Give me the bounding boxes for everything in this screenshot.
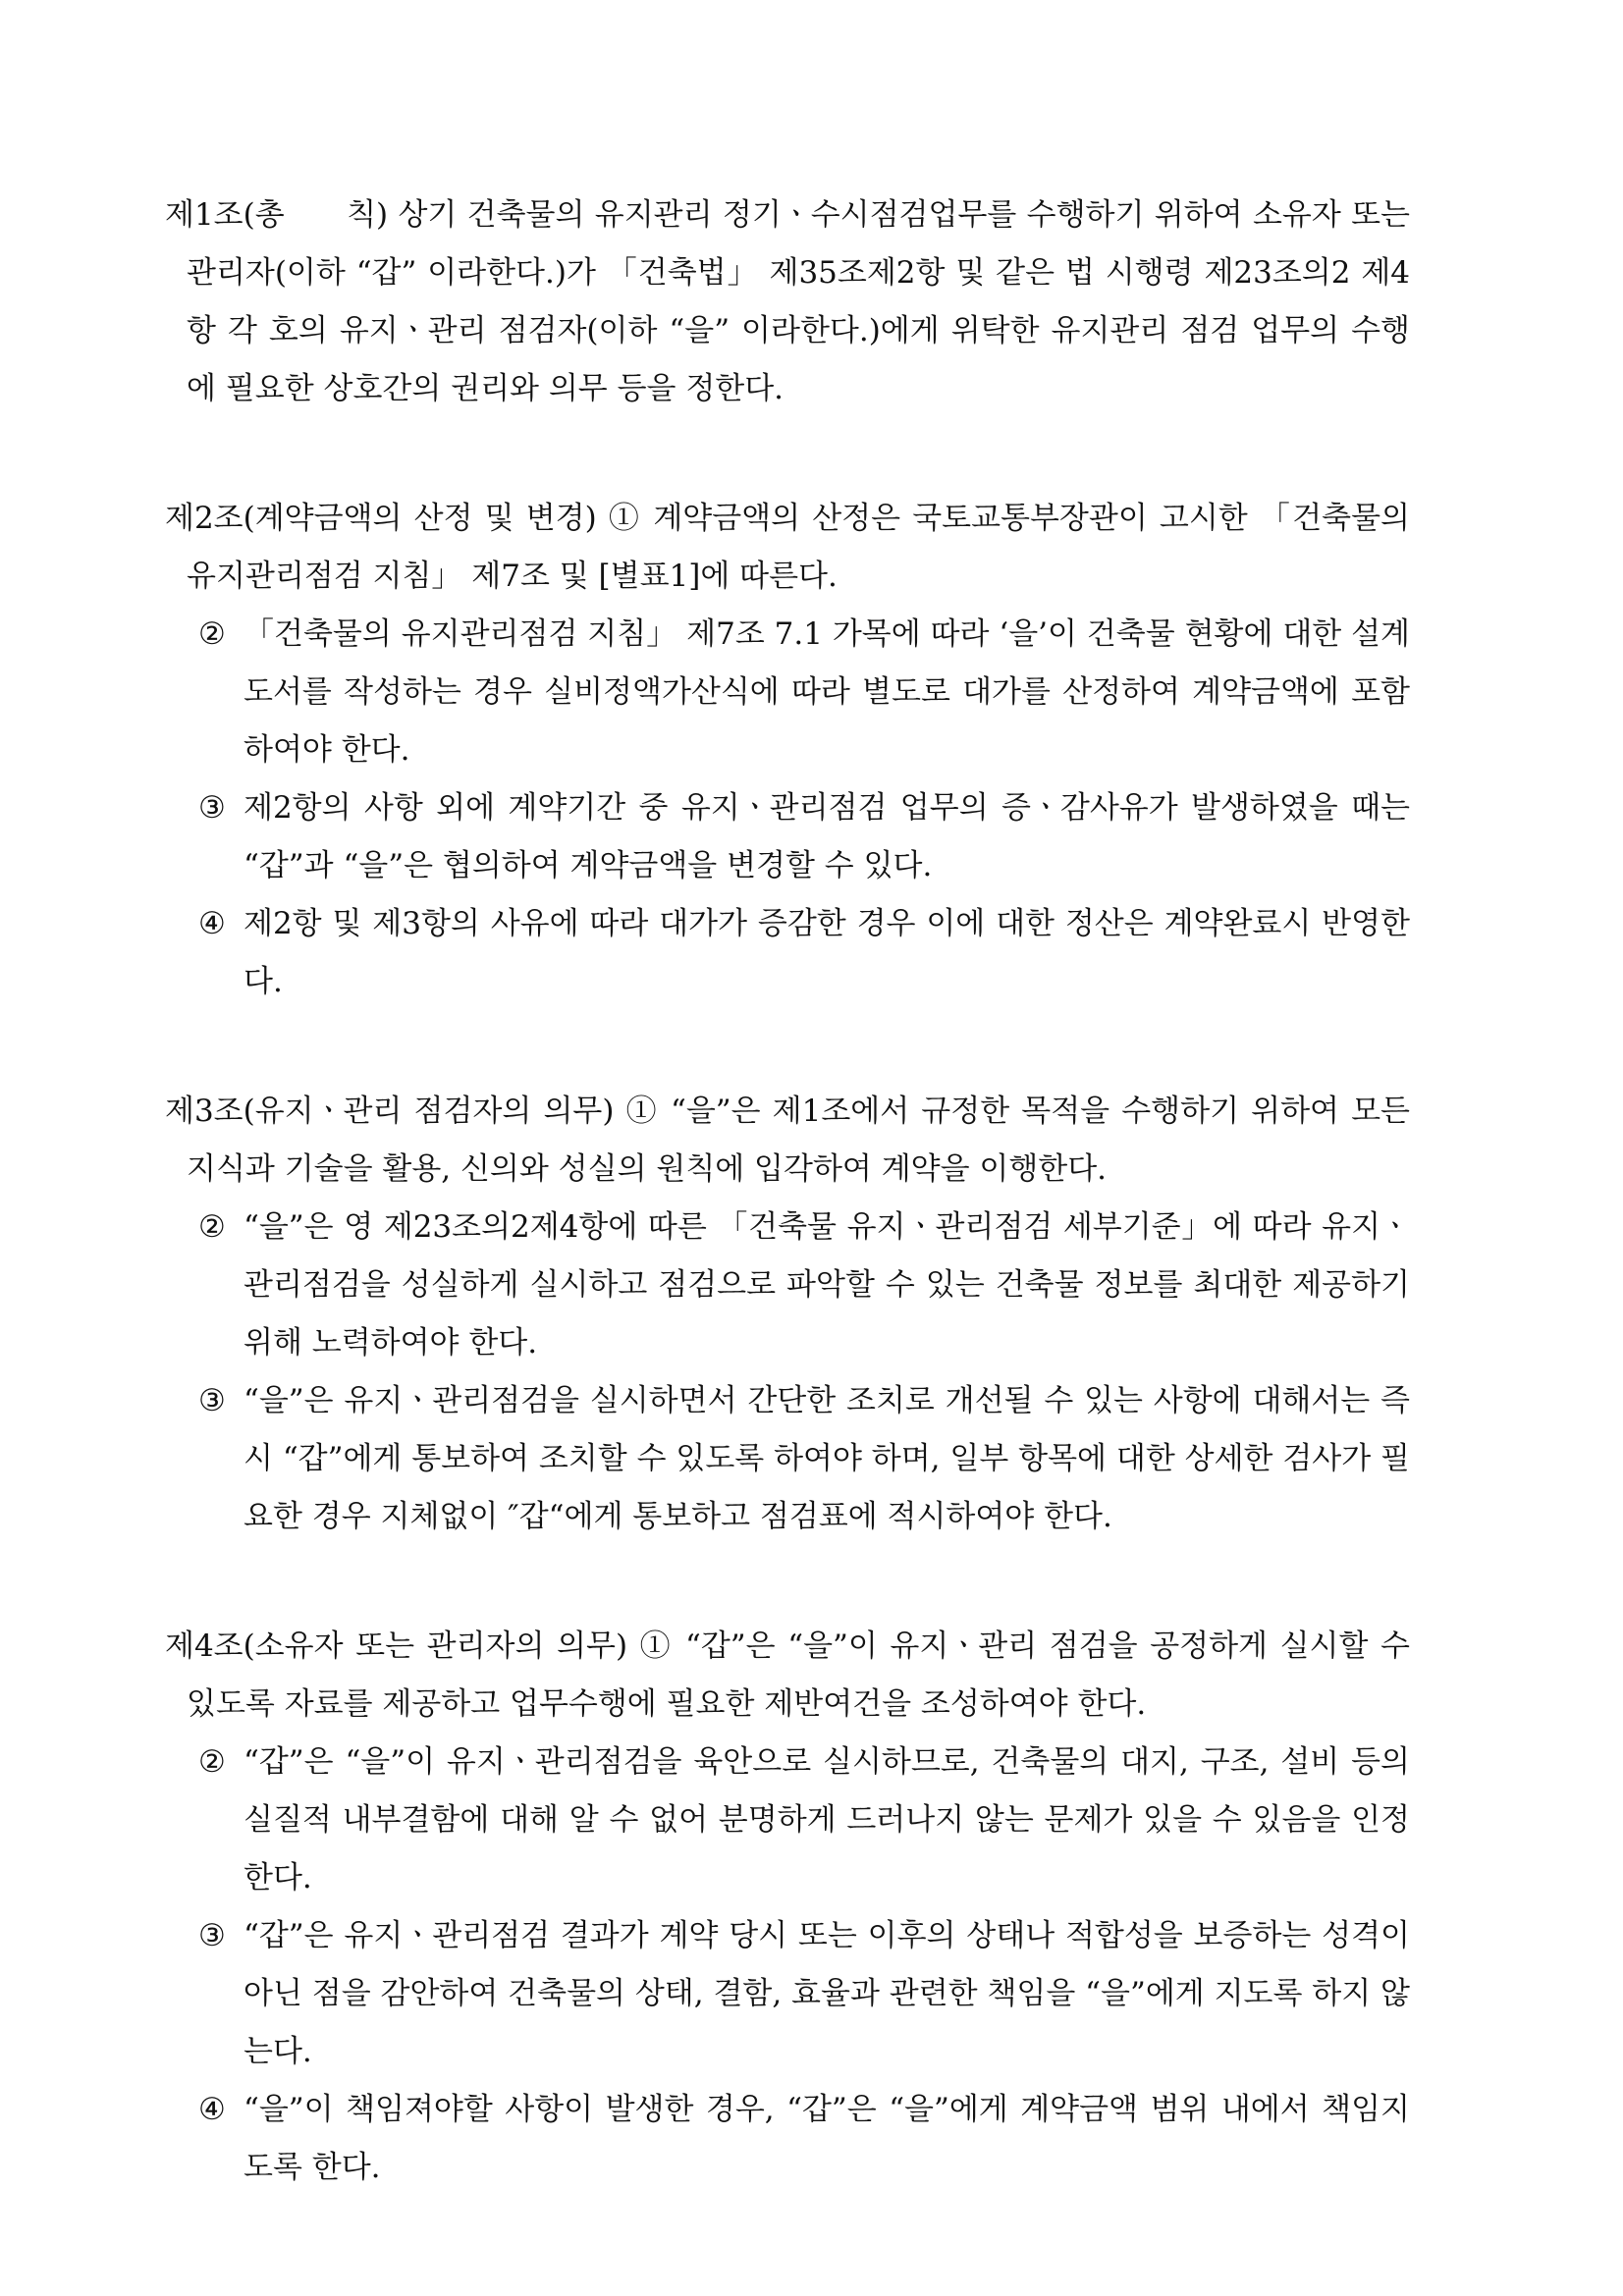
clause-number: ② [198,1209,226,1245]
contract-document [165,187,1410,2197]
article-2 [165,490,1410,1011]
clause-text: “갑”은 유지ㆍ관리점검 결과가 계약 당시 또는 이후의 상태나 적합성을 보증하는 성격이 아닌 점을 감안하여 건축물의 상태, 결함, 효율과 관련한 책임을 “을”에게 지도록 하지 않는다. [243,1918,1410,2069]
clause-text: “을”이 책임져야할 사항이 발생한 경우, “갑”은 “을”에게 계약금액 범위 내에서 책임지도록 한다. [243,2092,1410,2185]
clause-number: ② [198,616,226,652]
clause-2-3 [165,779,1410,895]
article-1-text: 제1조(총 칙) 상기 건축물의 유지관리 정기ㆍ수시점검업무를 수행하기 위하여 소유자 또는 관리자(이하 “갑” 이라한다.)가 「건축법」 제35조제2항 및 같은 법 시행령 제23조의2 제4항 각 호의 유지ㆍ관리 점검자(이하 “을” 이라한다.)에게 위탁한 유지관리 점검 업무의 수행에 필요한 상호간의 권리와 의무 등을 정한다. [165,197,1410,406]
article-2-text: 제2조(계약금액의 산정 및 변경) ① 계약금액의 산정은 국토교통부장관이 고시한 「건축물의 유지관리점검 지침」 제7조 및 [별표1]에 따른다. [165,501,1410,594]
clause-4-4 [165,2081,1410,2197]
clause-text: “을”은 유지ㆍ관리점검을 실시하면서 간단한 조치로 개선될 수 있는 사항에 대해서는 즉시 “갑”에게 통보하여 조치할 수 있도록 하여야 하며, 일부 항목에 대한 상세한 검사가 필요한 경우 지체없이 ″갑“에게 통보하고 점검표에 적시하여야 한다. [243,1383,1410,1534]
clause-2-2 [165,606,1410,779]
clause-text: 제2항의 사항 외에 계약기간 중 유지ㆍ관리점검 업무의 증ㆍ감사유가 발생하였을 때는 “갑”과 “을”은 협의하여 계약금액을 변경할 수 있다. [243,790,1410,883]
clause-text: 「건축물의 유지관리점검 지침」 제7조 7.1 가목에 따라 ‘을’이 건축물 현황에 대한 설계도서를 작성하는 경우 실비정액가산식에 따라 별도로 대가를 산정하여 계약금액에 포함하여야 한다. [243,616,1410,768]
clause-number: ③ [198,1383,226,1418]
clause-text: 제2항 및 제3항의 사유에 따라 대가가 증감한 경우 이에 대한 정산은 계약완료시 반영한다. [243,906,1410,999]
clause-2-4 [165,895,1410,1011]
clause-text: “을”은 영 제23조의2제4항에 따른 「건축물 유지ㆍ관리점검 세부기준」에 따라 유지ㆍ관리점검을 성실하게 실시하고 점검으로 파악할 수 있는 건축물 정보를 최대한 제공하기 위해 노력하여야 한다. [243,1209,1410,1361]
clause-3-3 [165,1372,1410,1546]
article-4-text: 제4조(소유자 또는 관리자의 의무) ① “갑”은 “을”이 유지ㆍ관리 점검을 공정하게 실시할 수 있도록 자료를 제공하고 업무수행에 필요한 제반여건을 조성하여야 한다. [165,1629,1410,1722]
clause-number: ③ [198,1918,226,1953]
clause-4-2 [165,1734,1410,1907]
article-3 [165,1083,1410,1546]
article-3-text: 제3조(유지ㆍ관리 점검자의 의무) ① “을”은 제1조에서 규정한 목적을 수행하기 위하여 모든 지식과 기술을 활용, 신의와 성실의 원칙에 입각하여 계약을 이행한다. [165,1094,1410,1187]
clause-number: ④ [198,906,226,941]
article-1 [165,187,1410,418]
clause-number: ② [198,1744,226,1780]
clause-3-2 [165,1199,1410,1372]
clause-4-3 [165,1907,1410,2081]
clause-number: ④ [198,2092,226,2127]
clause-text: “갑”은 “을”이 유지ㆍ관리점검을 육안으로 실시하므로, 건축물의 대지, 구조, 설비 등의 실질적 내부결함에 대해 알 수 없어 분명하게 드러나지 않는 문제가 있을 수 있음을 인정한다. [243,1744,1410,1896]
article-4 [165,1618,1410,2197]
clause-number: ③ [198,790,226,826]
